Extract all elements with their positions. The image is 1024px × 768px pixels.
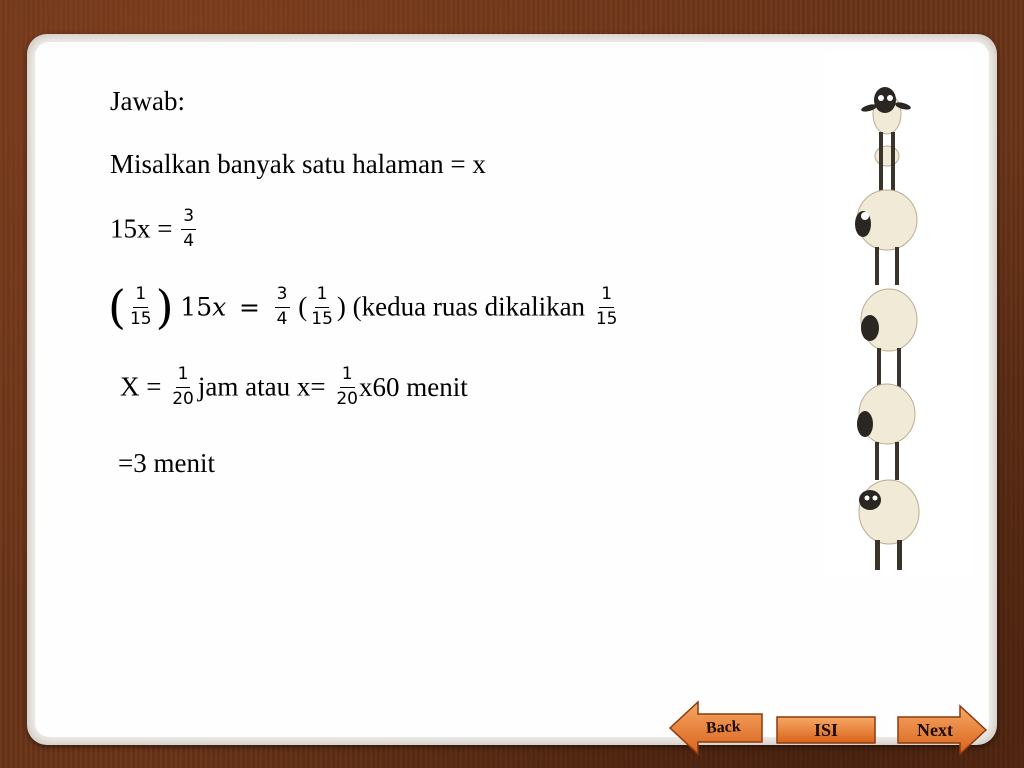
fraction-3-4-b: $\frac{3}{4}$ bbox=[276, 283, 288, 329]
isi-button[interactable] bbox=[776, 716, 876, 744]
back-button-label: Back bbox=[705, 718, 741, 737]
equation-3-end: x60 menit bbox=[358, 371, 468, 402]
sheep-tower-illustration bbox=[825, 52, 974, 577]
equation-3-lhs: X = bbox=[120, 371, 162, 402]
equation-3-middle: jam atau x= bbox=[197, 371, 326, 402]
equation-line-1 bbox=[110, 207, 198, 251]
fraction-1-20-a: $\frac{1}{20}$ bbox=[172, 364, 194, 409]
fraction-1-20-b: $\frac{1}{20}$ bbox=[336, 364, 358, 409]
fraction-1-15-b: $\frac{1}{15}$ bbox=[311, 283, 333, 329]
equation-2-variable: x bbox=[212, 292, 227, 322]
back-button[interactable] bbox=[668, 700, 764, 756]
sheep-stack-icon bbox=[825, 52, 974, 577]
equation-line-3 bbox=[120, 365, 468, 409]
assumption-line: Misalkan banyak satu halaman = x bbox=[110, 149, 486, 179]
equation-2-coefficient: 15 bbox=[180, 292, 213, 322]
equation-1-lhs: 15x = bbox=[110, 213, 173, 244]
equation-2-note: (kedua ruas dikalikan bbox=[352, 291, 586, 322]
fraction-3-4: $\frac{3}{4}$ bbox=[183, 206, 195, 251]
equation-2-equals: = bbox=[238, 292, 260, 322]
fraction-1-15-c: $\frac{1}{15}$ bbox=[595, 283, 618, 329]
next-button-label: Next bbox=[917, 719, 953, 740]
answer-heading: Jawab: bbox=[110, 86, 185, 116]
result-line: =3 menit bbox=[118, 448, 215, 478]
isi-button-label: ISI bbox=[813, 719, 839, 740]
equation-line-2: ( $\frac{1}{15}$ ) 15x = $\frac{3}{4}$ ( $\frac{1}{15}$ ) (kedua ruas dikalikan $\frac{1}{15}$ bbox=[108, 280, 618, 334]
next-button[interactable] bbox=[896, 704, 988, 756]
fraction-1-15-a: $\frac{1}{15}$ bbox=[129, 283, 152, 329]
